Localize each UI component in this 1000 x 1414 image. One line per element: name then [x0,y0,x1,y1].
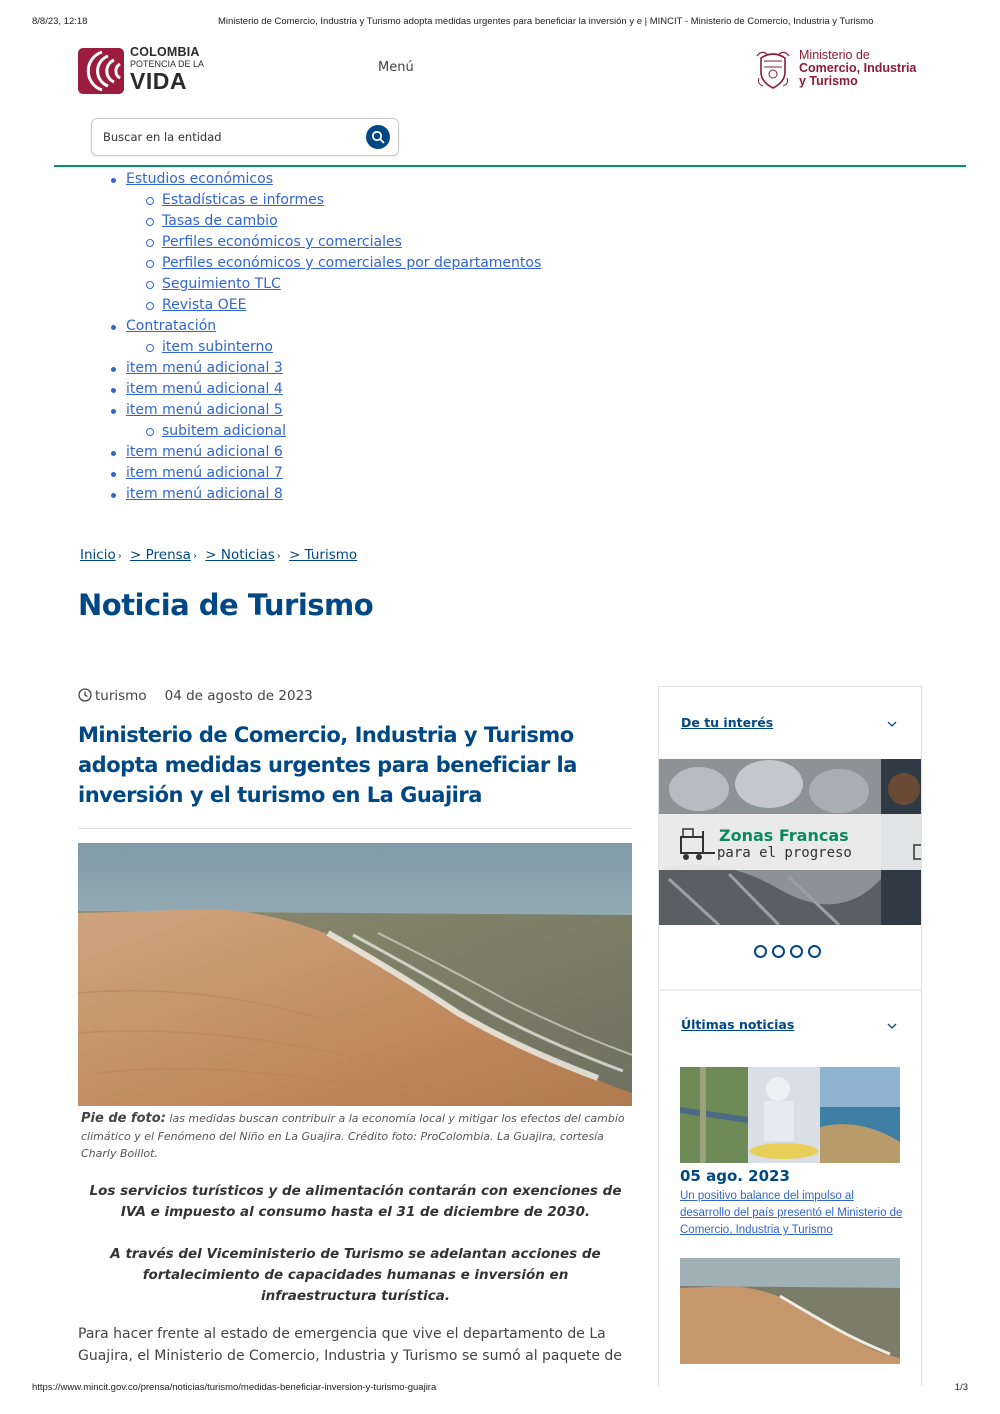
search-icon [371,130,385,144]
nav-link-tlc[interactable]: Seguimiento TLC [162,276,281,292]
ministry-wordmark [799,49,916,88]
carousel-dot[interactable] [754,945,767,958]
dunes-sea-thumbnail-image [680,1258,900,1364]
print-datetime: 8/8/23, 12:18 [32,16,88,27]
nav-item[interactable] [108,358,541,379]
nav-subitem[interactable] [108,421,541,442]
news-thumbnail[interactable] [680,1258,900,1364]
ministry-line-2: Comercio, Industria [799,61,917,75]
article-lead-1: Los servicios turísticos y de alimentación contarán con exenciones de IVA e impuesto al consumo hasta el 31 de diciembre de 2030. [89,1183,622,1220]
search-input[interactable] [91,118,399,156]
colombia-potencia-logo[interactable] [78,46,208,94]
nav-subitem[interactable] [108,211,541,232]
factory-machinery-image [659,759,921,925]
logo-wordmark [130,46,204,92]
dunes-sea-image [78,843,632,1106]
nav-item[interactable] [108,169,541,190]
promo-banner-zonas-francas[interactable] [659,759,921,925]
carousel-dot[interactable] [772,945,785,958]
breadcrumb-separator-icon: › [192,551,197,562]
caption-label: Pie de foto: [81,1111,166,1126]
article-body: Para hacer frente al estado de emergencia que vive el departamento de La Guajira, el Ministerio de Comercio, Industria y Turismo se sumó al paquete de [78,1326,622,1364]
breadcrumb-noticias[interactable]: > Noticias [205,547,275,563]
nav-link-revista[interactable]: Revista OEE [162,297,247,313]
breadcrumb-separator-icon: › [276,551,281,562]
nav-subitem[interactable] [108,274,541,295]
nav-link-adicional-5[interactable]: item menú adicional 5 [126,402,283,418]
nav-subitem[interactable] [108,253,541,274]
nav-link-perfiles-departamentos[interactable]: Perfiles económicos y comerciales por departamentos [162,255,542,271]
nav-subitem[interactable] [108,295,541,316]
nav-link-adicional-8[interactable]: item menú adicional 8 [126,486,283,502]
article-lead-2: A través del Viceministerio de Turismo se adelantan acciones de fortalecimiento de capacidades humanas e inversión en infraestructura turística. [110,1246,601,1304]
nav-link-adicional-4[interactable]: item menú adicional 4 [126,381,283,397]
news-collage-image [680,1067,900,1163]
print-page-number: 1/3 [954,1382,968,1393]
article-category: turismo [95,688,147,704]
print-header [32,16,968,30]
nav-item[interactable] [108,463,541,484]
nav-link-estadisticas[interactable]: Estadísticas e informes [162,192,325,208]
chevron-down-icon[interactable] [887,1021,897,1031]
nav-link-tasas[interactable]: Tasas de cambio [162,213,278,229]
nav-subitem[interactable] [108,337,541,358]
colombia-logo-icon [78,48,124,94]
nav-item[interactable] [108,400,541,421]
breadcrumb-turismo[interactable]: > Turismo [289,547,358,563]
ministry-line-1: Ministerio de [799,48,870,62]
print-page-title: Ministerio de Comercio, Industria y Turismo adopta medidas urgentes para beneficiar la inversión y e | MINCIT - Ministerio de Comercio, Industria y Turismo [218,16,874,27]
breadcrumb-separator-icon: › [117,551,122,562]
page-title: Noticia de Turismo [78,588,374,622]
headline-divider [78,828,632,829]
print-footer [32,1382,968,1396]
news-accordion-toggle[interactable]: Últimas noticias [681,1017,795,1032]
news-title-link[interactable]: Un positivo balance del impulso al desarrollo del país presentó el Ministerio de Comercio, Industria y Turismo [680,1190,903,1236]
carousel-dot[interactable] [808,945,821,958]
nav-link-subitem-adicional[interactable]: subitem adicional [162,423,286,439]
article-photo [78,843,632,1106]
article-headline: Ministerio de Comercio, Industria y Turismo adopta medidas urgentes para beneficiar la inversión y el turismo en La Guajira [78,723,577,807]
promo-subtitle: para el progreso [717,845,852,861]
ministry-logo[interactable] [755,48,935,92]
nav-link-contratacion[interactable]: Contratación [126,318,217,334]
search-placeholder: Buscar en la entidad [103,130,222,144]
chevron-down-icon[interactable] [887,719,897,729]
logo-line-1: COLOMBIA [130,45,200,59]
nav-subitem[interactable] [108,190,541,211]
breadcrumb-prensa[interactable]: > Prensa [130,547,191,563]
carousel-dots [754,943,826,962]
interest-accordion-toggle[interactable]: De tu interés [681,715,774,730]
carousel-dot[interactable] [790,945,803,958]
nav-link-perfiles[interactable]: Perfiles económicos y comerciales [162,234,402,250]
nav-link-estudios[interactable]: Estudios económicos [126,171,273,187]
caption-text: las medidas buscan contribuir a la economía local y mitigar los efectos del cambio climático y el Fenómeno del Niño en La Guajira. Crédito foto: ProColombia. La Guajira, cortesía Charly Boillot. [81,1112,625,1160]
header-divider [54,165,966,167]
nav-item[interactable] [108,379,541,400]
nav-link-adicional-3[interactable]: item menú adicional 3 [126,360,283,376]
article-meta [78,688,313,704]
print-url: https://www.mincit.gov.co/prensa/noticias/turismo/medidas-beneficiar-inversion-y-turismo-guajira [32,1382,437,1393]
logo-line-3: VIDA [130,68,187,94]
nav-link-subinterno[interactable]: item subinterno [162,339,273,355]
nav-item[interactable] [108,442,541,463]
photo-caption [81,1110,636,1163]
news-date: 05 ago. 2023 [680,1167,790,1185]
nav-subitem[interactable] [108,232,541,253]
nav-link-adicional-6[interactable]: item menú adicional 6 [126,444,283,460]
news-thumbnail[interactable] [680,1067,900,1163]
nav-item[interactable] [108,484,541,505]
search-button[interactable] [366,125,390,149]
breadcrumb-inicio[interactable]: Inicio [80,547,116,563]
nav-link-adicional-7[interactable]: item menú adicional 7 [126,465,283,481]
sidebar [658,686,922,1386]
ministry-line-3: y Turismo [799,74,858,88]
article-date: 04 de agosto de 2023 [164,688,313,704]
nav-item[interactable] [108,316,541,337]
logo-line-2: POTENCIA DE LA [130,59,205,69]
coat-of-arms-icon [755,48,791,90]
nav-menu [108,169,541,505]
clock-icon [78,688,92,702]
menu-button[interactable]: Menú [378,60,414,75]
promo-title: Zonas Francas [719,826,849,845]
breadcrumb [80,547,357,563]
sidebar-divider [659,989,921,991]
